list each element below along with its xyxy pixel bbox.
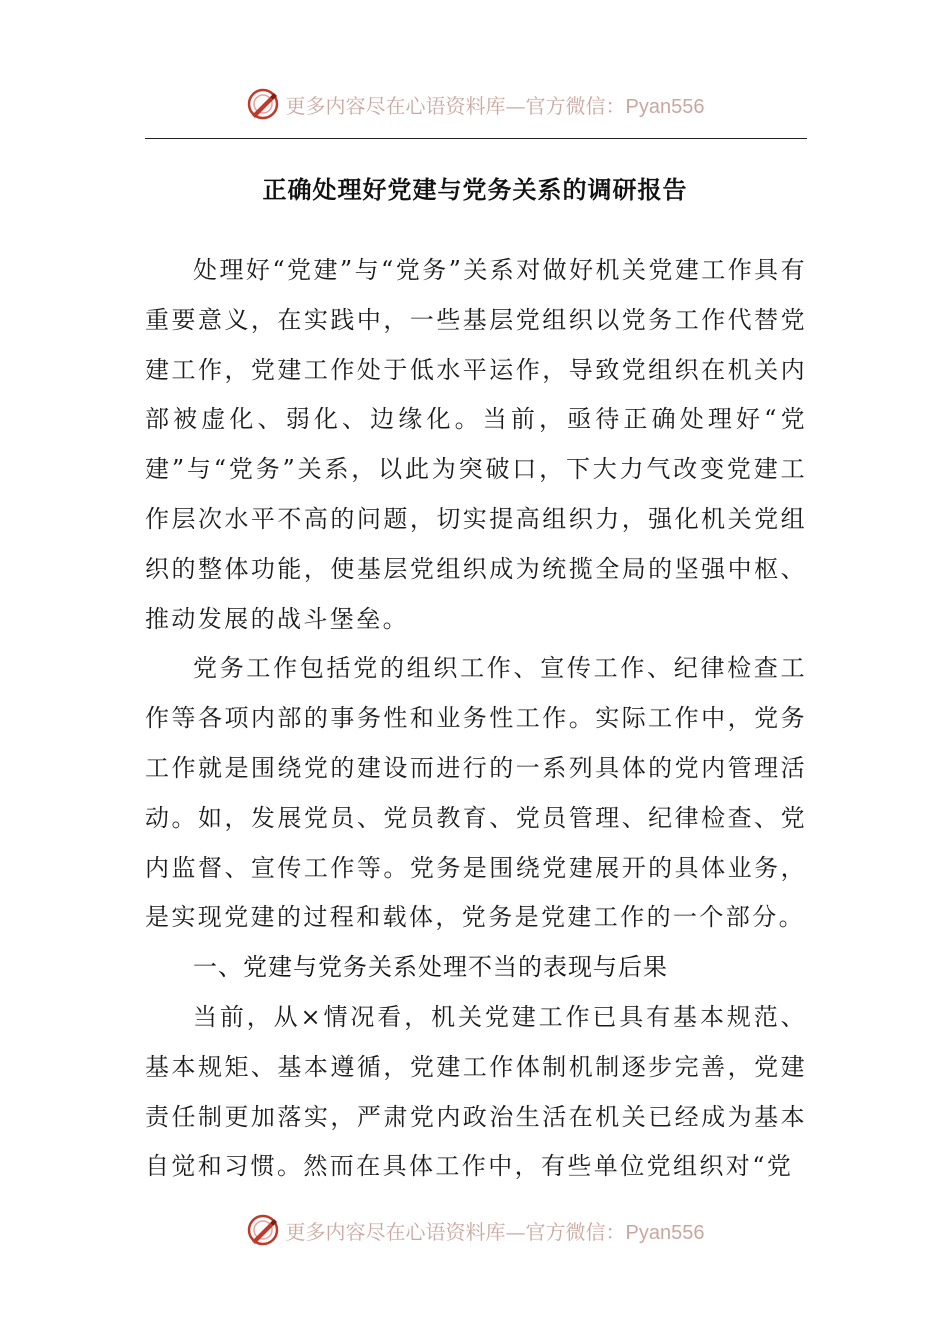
watermark-text: 更多内容尽在心语资料库—官方微信：Pyan556 (285, 93, 705, 118)
watermark-text: 更多内容尽在心语资料库—官方微信：Pyan556 (285, 1219, 705, 1244)
header-watermark (0, 84, 950, 124)
document-title: 正确处理好党建与党务关系的调研报告 (262, 175, 688, 204)
footer-watermark (0, 1210, 950, 1250)
paragraph-party-affairs: 党务工作包括党的组织工作、宣传工作、纪律检查工作等各项内部的事务性和业务性工作。实际工作中，党务工作就是围绕党的建设而进行的一系列具体的党内管理活动。如，发展党员、党员教育、党员管理、纪律检查、党内监督、宣传工作等。党务是围绕党建展开的具体业务，是实现党建的过程和载体，党务是党建工作的一个部分。 (145, 654, 807, 932)
pen-logo-icon (246, 87, 280, 121)
header-rule (145, 138, 807, 139)
section-heading-1: 一、党建与党务关系处理不当的表现与后果 (193, 953, 668, 982)
paragraph-intro: 处理好“党建”与“党务”关系对做好机关党建工作具有重要意义，在实践中，一些基层党组织以党务工作代替党建工作，党建工作处于低水平运作，导致党组织在机关内部被虚化、弱化、边缘化。当前，亟待正确处理好“党建”与“党务”关系，以此为突破口，下大力气改变党建工作层次水平不高的问题，切实提高组织力，强化机关党组织的整体功能，使基层党组织成为统揽全局的坚强中枢、推动发展的战斗堡垒。 (145, 256, 807, 633)
document-body (145, 246, 807, 1192)
pen-logo-icon (246, 1213, 280, 1247)
paragraph-section-1: 当前，从×情况看，机关党建工作已具有基本规范、基本规矩、基本遵循，党建工作体制机制逐步完善，党建责任制更加落实，严肃党内政治生活在机关已经成为基本自觉和习惯。然而在具体工作中，有些单位党组织对“党 (145, 1002, 807, 1181)
